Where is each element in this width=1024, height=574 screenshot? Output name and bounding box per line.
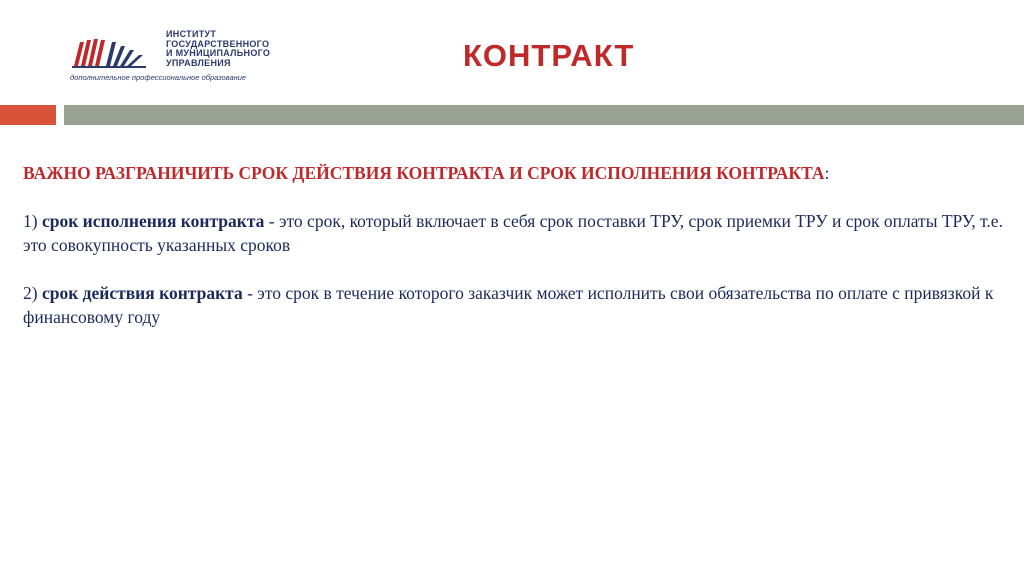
divider-accent <box>0 105 56 125</box>
logo-subtitle: дополнительное профессиональное образование <box>70 73 247 82</box>
divider-bar <box>64 105 1024 125</box>
logo-text <box>166 30 270 68</box>
divider-gap <box>56 105 64 125</box>
logo-line: УПРАВЛЕНИЯ <box>166 57 231 68</box>
item-definition: - это срок в течение которого заказчик может исполнить свои обязательства по оплате с привязкой к финансовому году <box>23 283 994 327</box>
logo-line: ГОСУДАРСТВЕННОГО <box>166 38 270 49</box>
item-term: срок исполнения контракта <box>41 211 265 231</box>
slide-content <box>23 161 1003 353</box>
institute-logo <box>70 30 310 85</box>
definition-item <box>23 281 1003 329</box>
item-number: 2) <box>23 283 38 303</box>
heading-colon: : <box>824 163 830 183</box>
logo-line: И МУНИЦИПАЛЬНОГО <box>166 48 271 58</box>
item-number: 1) <box>23 211 38 231</box>
item-definition: - это срок, который включает в себя срок поставки ТРУ, срок приемки ТРУ и срок оплаты ТРУ, т.е. это совокупность указанных сроков <box>23 211 1003 255</box>
book-stripes-logo-icon <box>70 36 150 70</box>
definition-item <box>23 209 1003 257</box>
content-heading <box>23 161 1003 185</box>
heading-text: ВАЖНО РАЗГРАНИЧИТЬ СРОК ДЕЙСТВИЯ КОНТРАКТА И СРОК ИСПОЛНЕНИЯ КОНТРАКТА <box>23 163 825 183</box>
page-title: КОНТРАКТ <box>463 38 635 73</box>
item-term: срок действия контракта <box>41 283 243 303</box>
logo-line: ИНСТИТУТ <box>166 29 217 39</box>
